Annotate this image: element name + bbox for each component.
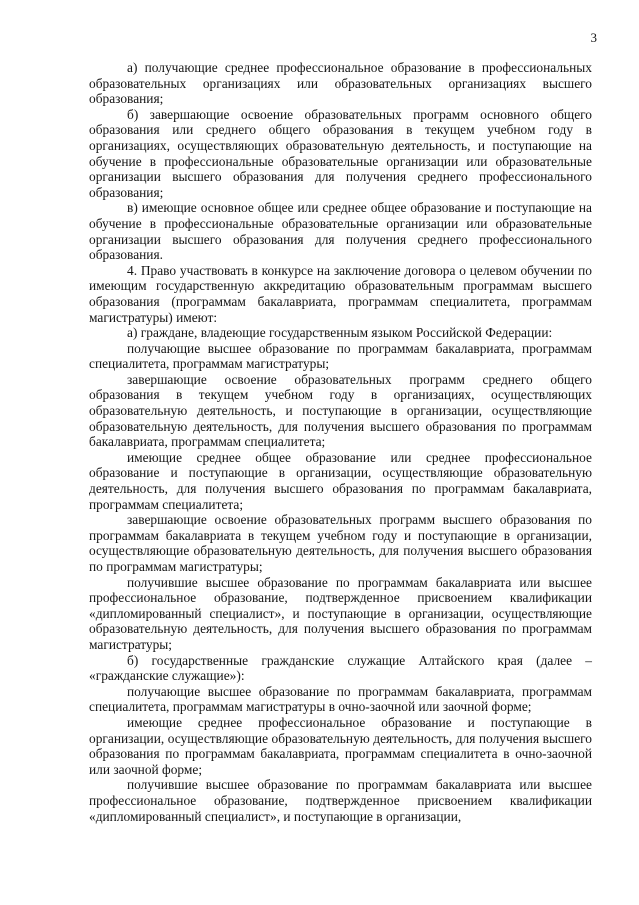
paragraph-b-civil-servants: б) государственные гражданские служащие Алтайского края (далее – «гражданские служащие»):	[89, 652, 592, 684]
page-number: 3	[590, 30, 597, 45]
list-item-graduated-bachelor: получившие высшее образование по программам бакалавриата или высшее профессиональное образование, подтвержденное присвоением квалификации «дипломированный специалист», и поступающие в организации, осуществляющие образовательную деятельность, для получения высшего образования по программам магистратуры;	[89, 574, 592, 652]
list-item-having-secondary: имеющие среднее общее образование или среднее профессиональное образование и поступающие в организации, осуществляющие образовательную деятельность, для получения высшего образования по программам бакалавриата, программам специалитета;	[89, 449, 592, 512]
list-item-receiving-higher-ed: получающие высшее образование по программам бакалавриата, программам специалитета, программам магистратуры;	[89, 340, 592, 372]
paragraph-a-secondary-prof: а) получающие среднее профессиональное образование в профессиональных образовательных организациях или образовательных организациях высшего образования;	[89, 60, 592, 107]
list-item-servants-secondary-prof: имеющие среднее профессиональное образование и поступающие в организации, осуществляющие образовательную деятельность, для получения высшего образования по программам бакалавриата, программам специалитета в очно-заочной или заочной форме;	[89, 714, 592, 777]
document-body	[89, 60, 592, 824]
paragraph-4-right-to-participate: 4. Право участвовать в конкурсе на заключение договора о целевом обучении по имеющим государственную аккредитацию образовательным программам высшего образования (программам бакалавриата, программам специалитета, программам магистратуры) имеют:	[89, 262, 592, 325]
paragraph-b-completing-programs: б) завершающие освоение образовательных программ основного общего образования или среднего общего образования в текущем учебном году в организациях, осуществляющих образовательную деятельность, и поступающие на обучение в профессиональные образовательные организации или образовательные организации высшего образования для получения среднего профессионального образования;	[89, 106, 592, 200]
list-item-completing-secondary: завершающие освоение образовательных программ среднего общего образования в текущем учебном году в организациях, осуществляющих образовательную деятельность, и поступающие в организации, осуществляющие образовательную деятельность, для получения высшего образования по программам бакалавриата, программам специалитета;	[89, 371, 592, 450]
list-item-servants-graduated: получившие высшее образование по программам бакалавриата или высшее профессиональное образование, подтвержденное присвоением квалификации «дипломированный специалист», и поступающие в организации,	[89, 777, 592, 824]
list-item-servants-receiving: получающие высшее образование по программам бакалавриата, программам специалитета, программам магистратуры в очно-заочной или заочной форме;	[89, 683, 592, 715]
list-item-completing-bachelor: завершающие освоение образовательных программ высшего образования по программам бакалавриата в текущем учебном году и поступающие в организации, осуществляющие образовательную деятельность, для получения высшего образования по программам магистратуры;	[89, 512, 592, 574]
paragraph-v-general-education: в) имеющие основное общее или среднее общее образование и поступающие на обучение в профессиональные образовательные организации или образовательные организации высшего образования для получения среднего профессионального образования.	[89, 200, 592, 263]
paragraph-a-citizens: а) граждане, владеющие государственным языком Российской Федерации:	[127, 325, 553, 341]
